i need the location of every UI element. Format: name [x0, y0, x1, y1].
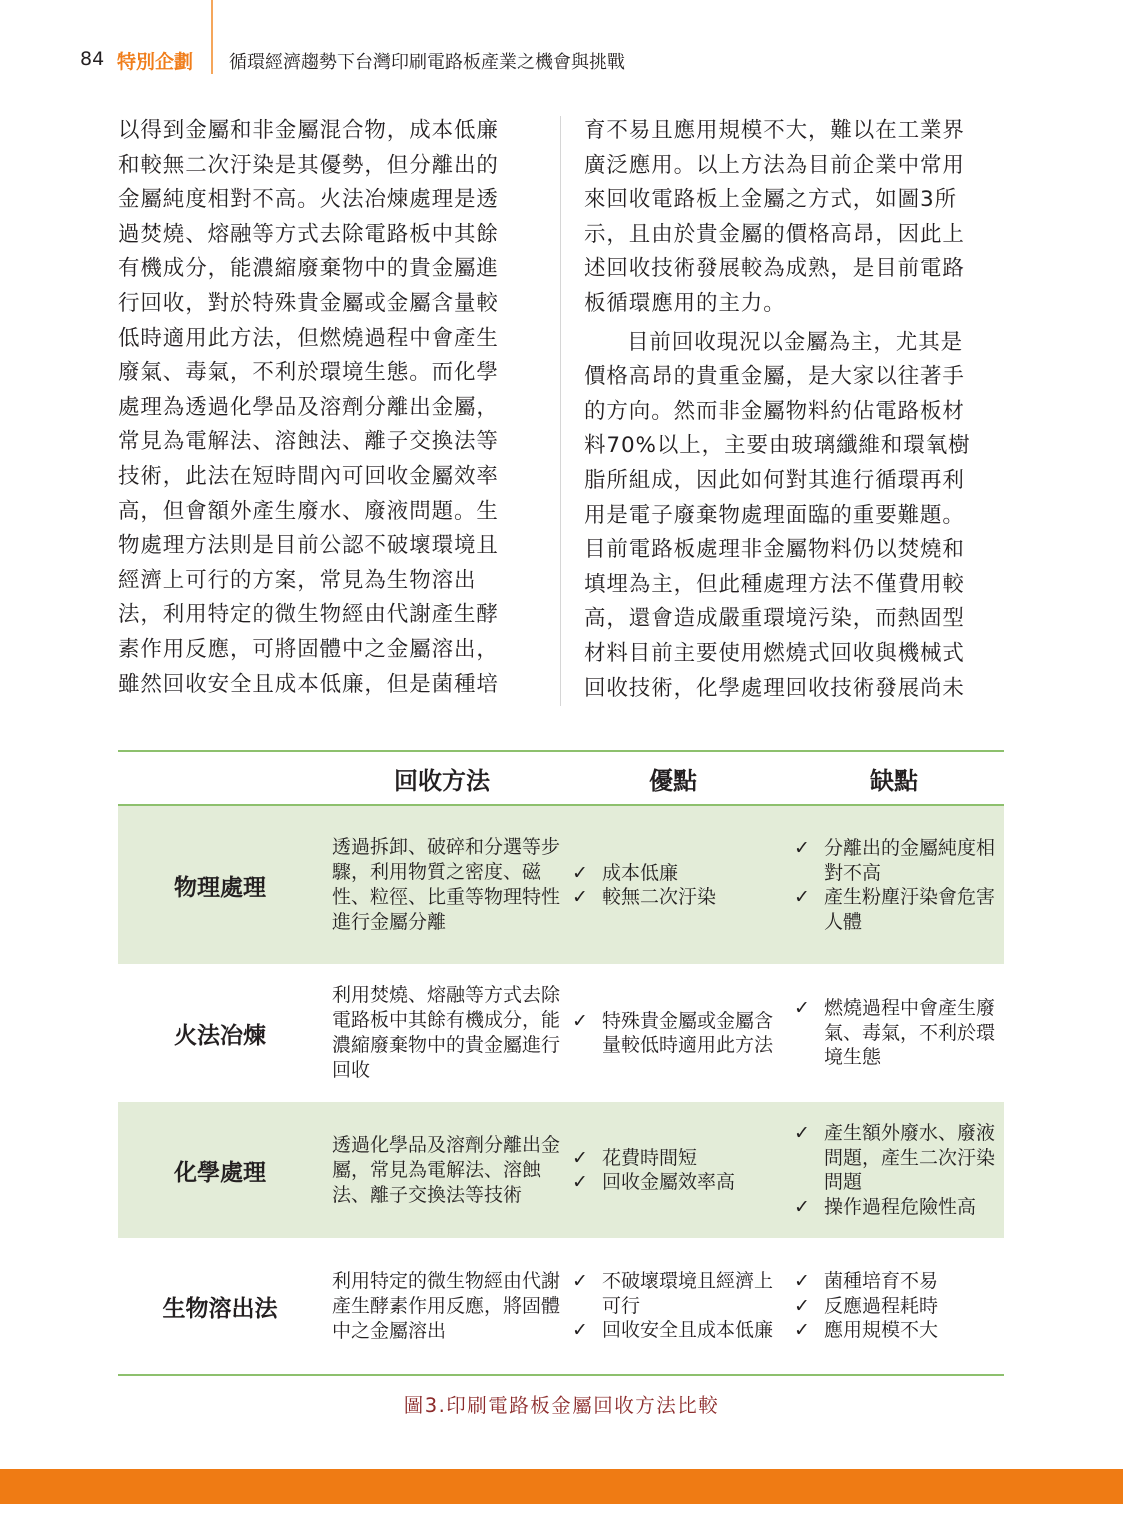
- text-line: 經濟上可行的方案，常見為生物溶出: [118, 567, 477, 593]
- list-item: ✓ 燃燒過程中會產生廢氣、毒氣，不利於環境生態: [794, 997, 996, 1069]
- text-line: 來回收電路板上金屬之方式，如圖3所: [584, 187, 957, 213]
- text-line: 材料目前主要使用燃燒式回收與機械式: [584, 640, 965, 666]
- method-description: 利用焚燒、熔融等方式去除電路板中其餘有機成分，能濃縮廢棄物中的貴金屬進行回收: [332, 984, 561, 1081]
- page-header: [0, 0, 1123, 80]
- text-line: 低時適用此方法，但燃燒過程中會產生: [118, 325, 499, 351]
- pros-cell: [562, 1269, 784, 1343]
- check-icon: ✓: [794, 1122, 810, 1144]
- header-method: 回收方法: [394, 766, 490, 795]
- check-icon: ✓: [794, 1319, 810, 1342]
- text-line: 高，但會額外產生廢水、廢液問題。生: [118, 498, 499, 524]
- list-item: ✓ 菌種培育不易: [794, 1270, 939, 1293]
- check-icon: ✓: [794, 1195, 810, 1218]
- text-line: 過焚燒、熔融等方式去除電路板中其餘: [118, 221, 499, 247]
- text-line: 金屬純度相對不高。火法冶煉處理是透: [118, 187, 499, 213]
- body-paragraph-1: [584, 114, 1004, 322]
- list-item: ✓ 產生額外廢水、廢液問題，產生二次汙染問題: [794, 1122, 996, 1193]
- page-number: 84: [80, 48, 105, 70]
- figure-caption: 圖3.印刷電路板金屬回收方法比較: [403, 1394, 720, 1417]
- row-label: 火法冶煉: [174, 1022, 266, 1049]
- check-icon: ✓: [572, 1009, 588, 1032]
- row-label: 化學處理: [174, 1159, 266, 1186]
- article-title: 循環經濟趨勢下台灣印刷電路板產業之機會與挑戰: [229, 52, 625, 73]
- text-line: 述回收技術發展較為成熟，是目前電路: [584, 256, 965, 282]
- text-line: 法，利用特定的微生物經由代謝產生酵: [118, 602, 499, 628]
- right-column: [584, 114, 1004, 706]
- method-description: 透過拆卸、破碎和分選等步驟，利用物質之密度、磁性、粒徑、比重等物理特性進行金屬分離: [332, 836, 561, 933]
- check-icon: ✓: [572, 1171, 588, 1193]
- column-divider: [560, 116, 561, 706]
- text-line: 有機成分，能濃縮廢棄物中的貴金屬進: [118, 256, 499, 282]
- list-item: ✓ 花費時間短: [572, 1146, 698, 1169]
- header-cons: 缺點: [870, 766, 918, 795]
- text-line: 素作用反應，可將固體中之金屬溶出，: [118, 636, 499, 662]
- text-line: 行回收，對於特殊貴金屬或金屬含量較: [118, 290, 499, 316]
- method-description: 利用特定的微生物經由代謝產生酵素作用反應，將固體中之金屬溶出: [332, 1269, 561, 1342]
- text-line: 目前回收現況以金屬為主，尤其是: [627, 329, 964, 355]
- check-icon: ✓: [794, 1294, 810, 1317]
- cons-cell: [784, 836, 1004, 934]
- table-bottom-rule: [118, 1374, 1004, 1376]
- text-line: 廢氣、毒氣，不利於環境生態。而化學: [118, 360, 499, 386]
- comparison-table: [118, 750, 1004, 1376]
- list-item: ✓ 產生粉塵汙染會危害人體: [794, 886, 996, 933]
- text-line: 廣泛應用。以上方法為目前企業中常用: [584, 152, 965, 178]
- text-line: 示，且由於貴金屬的價格高昂，因此上: [584, 221, 965, 247]
- check-icon: ✓: [794, 997, 810, 1020]
- row-label: 物理處理: [174, 874, 266, 901]
- table-header-row: [118, 752, 1004, 804]
- check-icon: ✓: [794, 837, 810, 859]
- table-row: [118, 1102, 1004, 1238]
- text-line: 雖然回收安全且成本低廉，但是菌種培: [118, 671, 499, 697]
- list-item: ✓ 應用規模不大: [794, 1319, 939, 1342]
- text-line: 回收技術，化學處理回收技術發展尚未: [584, 675, 965, 701]
- list-item: ✓ 較無二次汙染: [572, 886, 717, 908]
- left-column: [118, 114, 538, 702]
- text-line: 板循環應用的主力。: [584, 290, 786, 316]
- table-row: [118, 806, 1004, 964]
- header-pros: 優點: [649, 766, 697, 795]
- text-line: 填埋為主，但此種處理方法不僅費用較: [584, 571, 965, 597]
- method-description: 透過化學品及溶劑分離出金屬，常見為電解法、溶蝕法、離子交換法等技術: [332, 1133, 561, 1206]
- text-line: 高，還會造成嚴重環境污染，而熱固型: [584, 606, 965, 632]
- list-item: ✓ 成本低廉: [572, 861, 679, 884]
- text-line: 目前電路板處理非金屬物料仍以焚燒和: [584, 537, 965, 563]
- text-line: 常見為電解法、溶蝕法、離子交換法等: [118, 429, 499, 455]
- text-line: 技術，此法在短時間內可回收金屬效率: [118, 463, 499, 489]
- footer-bar: [0, 1469, 1123, 1504]
- check-icon: ✓: [572, 886, 588, 908]
- cons-cell: [784, 1121, 1004, 1219]
- row-label: 生物溶出法: [162, 1295, 278, 1322]
- text-line: 以得到金屬和非金屬混合物，成本低廉: [118, 118, 499, 143]
- body-text-left: [118, 114, 538, 702]
- text-line: 的方向。然而非金屬物料約佔電路板材: [584, 398, 965, 424]
- list-item: ✓ 特殊貴金屬或金屬含量較低時適用此方法: [572, 1009, 774, 1056]
- text-line: 物處理方法則是目前公認不破壞環境且: [118, 533, 499, 559]
- list-item: ✓ 分離出的金屬純度相對不高: [794, 837, 996, 884]
- table-row: [118, 964, 1004, 1102]
- list-item: ✓ 反應過程耗時: [794, 1294, 939, 1317]
- pros-cell: [562, 861, 784, 910]
- check-icon: ✓: [794, 1270, 810, 1293]
- text-line: 育不易且應用規模不大，難以在工業界: [584, 118, 965, 143]
- check-icon: ✓: [572, 1319, 588, 1342]
- text-line: 料70%以上，主要由玻璃纖維和環氧樹: [584, 433, 971, 459]
- body-paragraph-2: [584, 326, 1004, 707]
- text-line: 脂所組成，因此如何對其進行循環再利: [584, 467, 965, 493]
- list-item: ✓ 回收安全且成本低廉: [572, 1319, 774, 1342]
- text-line: 和較無二次汙染是其優勢，但分離出的: [118, 152, 499, 178]
- table-row: [118, 1238, 1004, 1374]
- check-icon: ✓: [794, 886, 810, 908]
- check-icon: ✓: [572, 1146, 588, 1169]
- list-item: ✓ 回收金屬效率高: [572, 1171, 736, 1193]
- cons-cell: [784, 1269, 1004, 1343]
- list-item: ✓ 操作過程危險性高: [794, 1195, 977, 1218]
- pros-cell: [562, 1146, 784, 1195]
- text-line: 用是電子廢棄物處理面臨的重要難題。: [584, 502, 965, 528]
- check-icon: ✓: [572, 1270, 588, 1293]
- cons-cell: [784, 996, 1004, 1070]
- header-divider: [211, 0, 213, 74]
- text-line: 價格高昂的貴重金屬，是大家以往著手: [584, 364, 965, 390]
- check-icon: ✓: [572, 861, 588, 884]
- section-label: 特別企劃: [117, 51, 194, 73]
- pros-cell: [562, 1009, 784, 1058]
- text-line: 處理為透過化學品及溶劑分離出金屬，: [118, 394, 499, 420]
- list-item: ✓ 不破壞環境且經濟上可行: [572, 1270, 774, 1317]
